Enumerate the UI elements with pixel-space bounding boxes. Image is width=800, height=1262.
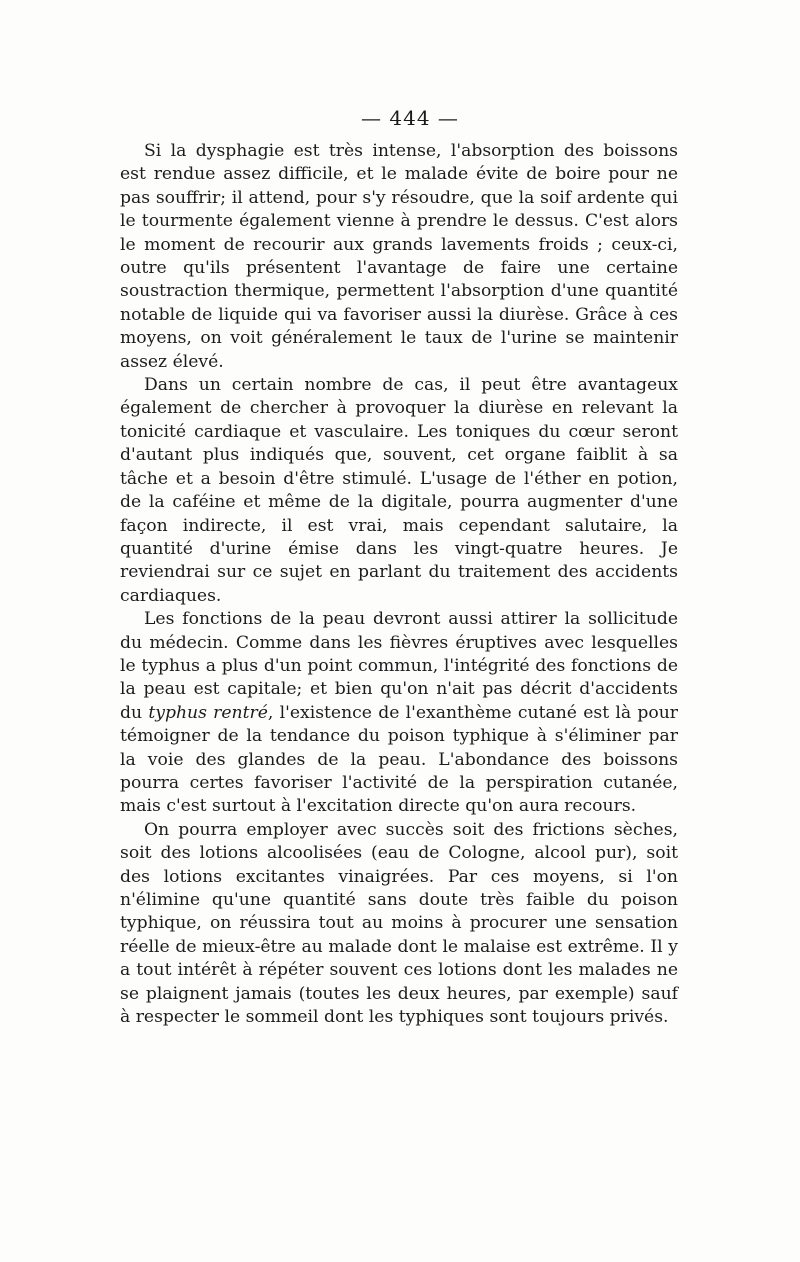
paragraph-skin-functions: [120, 608, 678, 819]
paragraph-skin-text-before: Les fonctions de la peau devront aussi attirer la sollicitude du médecin. Comme dans les fièvres éruptives avec lesquelles le typhus a plus d'un point commun, l'intégrité des fonctions de la peau est capitale; et bien qu'on n'ait pas décrit d'accidents du: [120, 609, 678, 723]
italic-term: typhus rentré: [148, 702, 268, 723]
paragraph-skin-text-after: , l'existence de l'exanthème cutané est là pour témoigner de la tendance du poison typhique à s'éliminer par la voie des glandes de la peau. L'abondance des boissons pourra certes favoriser l'activité de la perspiration cutanée, mais c'est surtout à l'excitation directe qu'on aura recours.: [120, 702, 678, 817]
page-number: — 444 —: [361, 106, 459, 130]
paragraph-lotions: On pourra employer avec succès soit des frictions sèches, soit des lotions alcoolisées (eau de Cologne, alcool pur), soit des lotions excitantes vinaigrées. Par ces moyens, si l'on n'élimine qu'une quantité sans doute très faible du poison typhique, on réussira tout au moins à procurer une sensation réelle de mieux-être au malade dont le malaise est extrême. Il y a tout intérêt à répéter souvent ces lotions dont les malades ne se plaignent jamais (toutes les deux heures, par exemple) sauf à respecter le sommeil dont les typhiques sont toujours privés.: [120, 819, 678, 1028]
body-text: [120, 140, 678, 1029]
paragraph-dysphagia: Si la dysphagie est très intense, l'absorption des boissons est rendue assez difficile, et le malade évite de boire pour ne pas souffrir; il attend, pour s'y résoudre, que la soif ardente qui le tourmente également vienne à prendre le dessus. C'est alors le moment de recourir aux grands lavements froids ; ceux-ci, outre qu'ils présentent l'avantage de faire une certaine soustraction thermique, permettent l'absorption d'une quantité notable de liquide qui va favoriser aussi la diurèse. Grâce à ces moyens, on voit généralement le taux de l'urine se maintenir assez élevé.: [120, 141, 678, 372]
paragraph-diuresis: Dans un certain nombre de cas, il peut être avantageux également de chercher à provoquer la diurèse en relevant la tonicité cardiaque et vasculaire. Les toniques du cœur seront d'autant plus indiqués que, souvent, cet organe faiblit à sa tâche et a besoin d'être stimulé. L'usage de l'éther en potion, de la caféine et même de la digitale, pourra augmenter d'une façon indirecte, il est vrai, mais cependant salutaire, la quantité d'urine émise dans les vingt-quatre heures. Je reviendrai sur ce sujet en parlant du traitement des accidents cardiaques.: [120, 375, 678, 606]
